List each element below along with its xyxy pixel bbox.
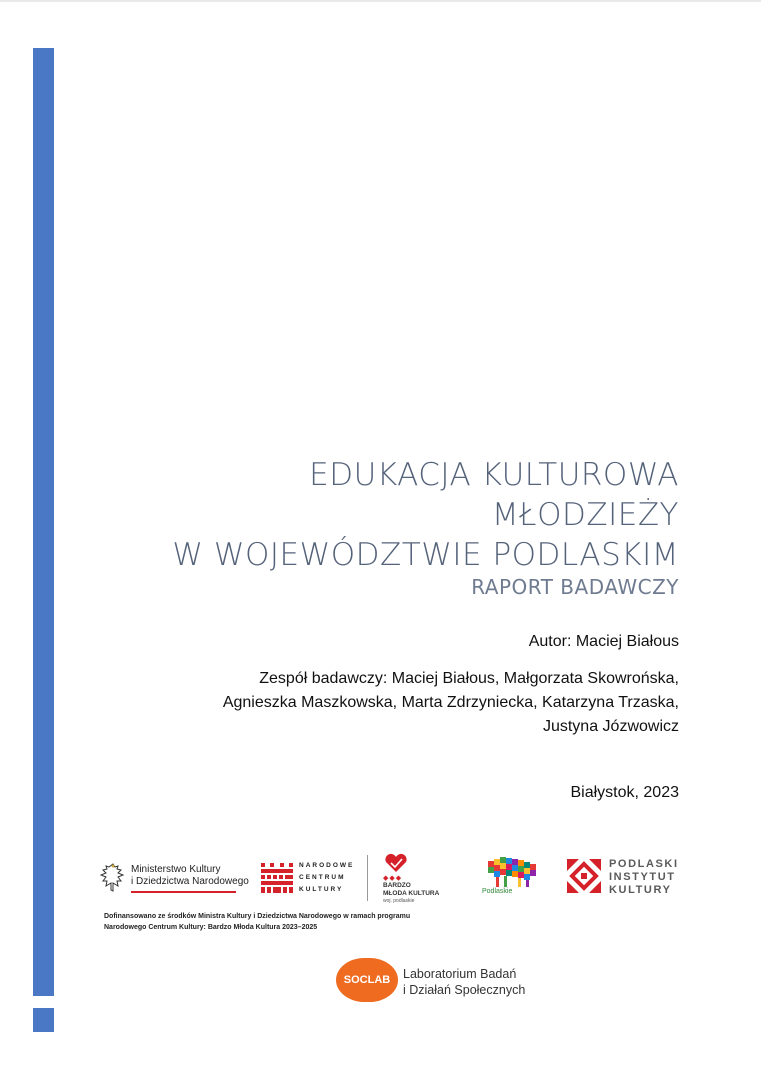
pik-logo — [567, 857, 687, 897]
left-accent-bar-small — [33, 1008, 54, 1032]
funding-note — [104, 911, 410, 933]
funding-line-2: Narodowego Centrum Kultury: Bardzo Młoda Kultura 2023–2025 — [104, 924, 318, 931]
nck-line-1: NARODOWE — [299, 862, 355, 869]
team-line-1: Zespół badawczy: Maciej Białous, Małgorzata Skowrońska, — [259, 670, 679, 687]
ministry-line-1: Ministerstwo Kultury — [131, 864, 221, 875]
place-and-year: Białystok, 2023 — [570, 784, 679, 801]
pik-line-3: KULTURY — [609, 884, 672, 896]
title-line-1: EDUKACJA KULTUROWA — [309, 457, 679, 493]
bmk-line-2: MŁODA KULTURA — [383, 890, 440, 897]
nck-mark-icon — [261, 863, 293, 893]
title-line-3: W WOJEWÓDZTWIE PODLASKIM — [172, 537, 679, 573]
podlaskie-label: Podlaskie — [482, 888, 513, 895]
team-line-2: Agnieszka Maszkowska, Marta Zdrzyniecka, Katarzyna Trzaska, — [222, 694, 679, 711]
research-team — [223, 667, 679, 739]
dots-icon: ◆◆◆ — [383, 875, 403, 882]
heart-icon — [384, 853, 408, 873]
ministry-logo — [100, 860, 249, 896]
bmk-region: woj. podlaskie — [383, 898, 415, 904]
bmk-line-1: BARDZO — [383, 882, 411, 889]
pik-line-2: INSTYTUT — [609, 871, 676, 883]
author-line: Autor: Maciej Białous — [528, 633, 679, 650]
ministry-underline — [131, 891, 236, 893]
team-line-3: Justyna Józwowicz — [542, 718, 679, 735]
podlaskie-logo — [482, 855, 542, 897]
bison-icon — [484, 855, 540, 889]
report-subtitle: RAPORT BADAWCZY — [471, 575, 679, 599]
soclab-line-2: i Działań Społecznych — [403, 983, 526, 997]
left-accent-bar — [33, 48, 54, 996]
soclab-badge: SOCLAB — [336, 958, 398, 1002]
pik-mark-icon — [567, 859, 601, 893]
report-title — [172, 455, 679, 600]
nck-line-2: CENTRUM — [299, 874, 346, 881]
nck-logo — [261, 858, 361, 898]
title-line-2: MŁODZIEŻY — [491, 497, 679, 533]
pik-line-1: PODLASKI — [609, 858, 679, 870]
nck-line-3: KULTURY — [299, 886, 344, 893]
bmk-logo — [380, 853, 460, 905]
funding-line-1: Dofinansowano ze środków Ministra Kultury i Dziedzictwa Narodowego w ramach programu — [104, 913, 411, 920]
eagle-icon — [100, 862, 126, 894]
logo-divider — [367, 855, 368, 901]
soclab-logo — [336, 957, 536, 1007]
ministry-line-2: i Dziedzictwa Narodowego — [131, 876, 249, 887]
top-divider — [0, 0, 761, 2]
soclab-line-1: Laboratorium Badań — [403, 967, 517, 981]
